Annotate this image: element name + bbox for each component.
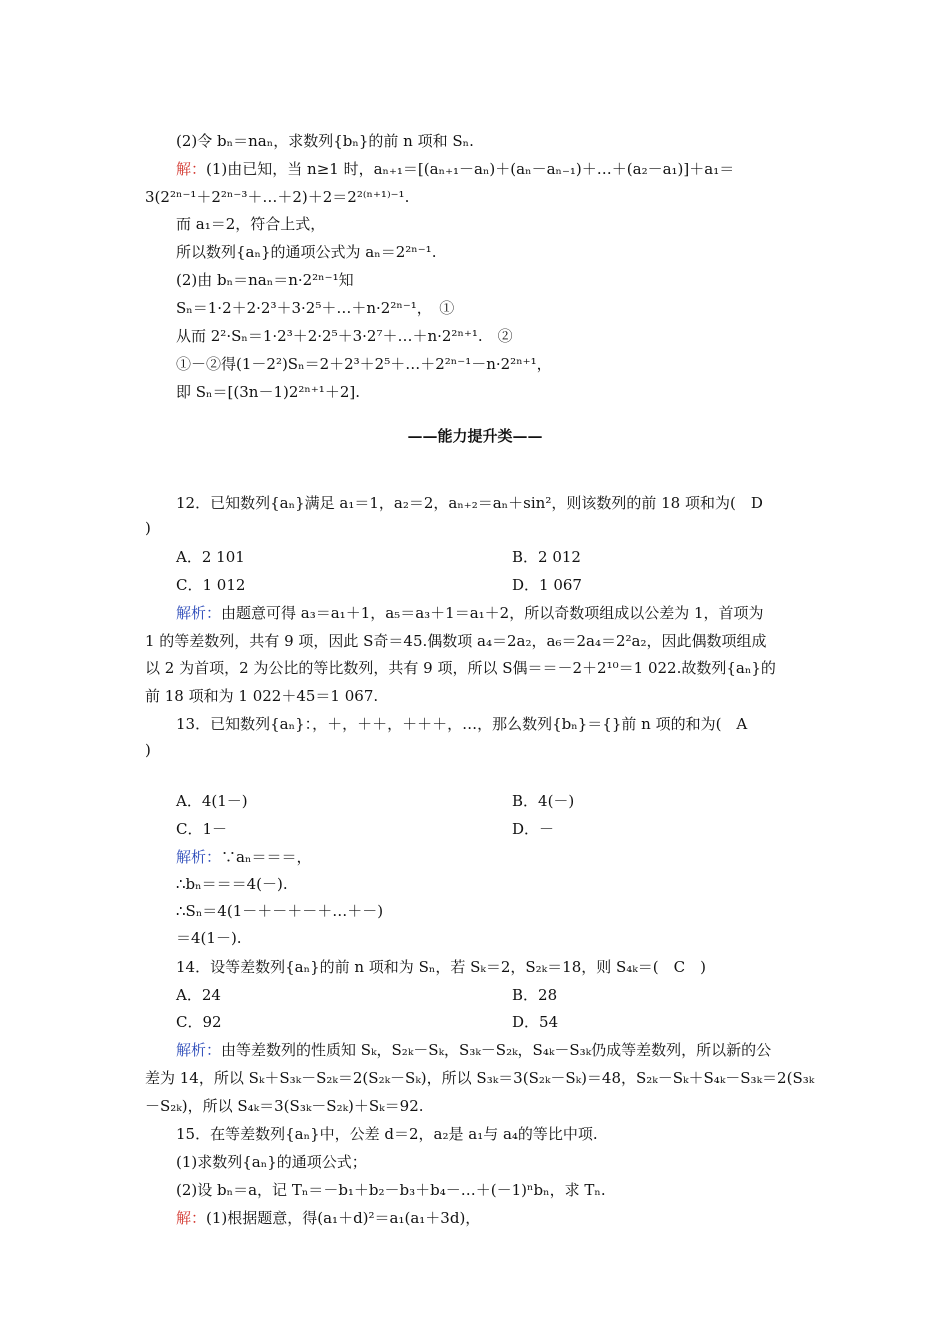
line-text: －S₂ₖ)，所以 S₄ₖ＝3(S₃ₖ－S₂ₖ)＋Sₖ＝92. xyxy=(145,1097,424,1115)
line-text: ∴Sₙ＝4(1－＋－＋－＋…＋－) xyxy=(176,902,384,920)
line-text: ∴bₙ＝＝＝4(－). xyxy=(176,875,288,893)
text-line xyxy=(145,187,409,207)
text-line xyxy=(176,928,242,948)
text-line xyxy=(176,1208,480,1228)
line-text: ) xyxy=(145,741,151,759)
text-line xyxy=(176,131,474,151)
text-line xyxy=(176,1124,598,1144)
option-right: B．4(－) xyxy=(512,792,575,810)
line-text: Sₙ＝1·2＋2·2³＋3·2⁵＋…＋n·2²ⁿ⁻¹， ① xyxy=(176,299,455,317)
text-line xyxy=(176,1180,606,1200)
line-text: ∵aₙ＝＝＝， xyxy=(221,848,312,866)
text-line xyxy=(145,658,776,678)
text-line xyxy=(145,1068,814,1088)
line-text: 而 a₁＝2，符合上式， xyxy=(176,215,326,233)
line-text: C．1－ xyxy=(176,820,228,838)
line-text: (2)设 bₙ＝a，记 Tₙ＝－b₁＋b₂－b₃＋b₄－…＋(－1)ⁿbₙ，求 Tₙ. xyxy=(176,1181,606,1199)
line-text: (2)令 bₙ＝naₙ，求数列{bₙ}的前 n 项和 Sₙ. xyxy=(176,132,474,150)
option-right: B．28 xyxy=(512,986,558,1004)
line-text: 14．设等差数列{aₙ}的前 n 项和为 Sₙ，若 Sₖ＝2，S₂ₖ＝18，则 S₄ₖ＝( C ) xyxy=(176,958,706,976)
line-text: 由题意可得 a₃＝a₁＋1，a₅＝a₃＋1＝a₁＋2，所以奇数项组成以公差为 1，首项为 xyxy=(221,604,764,622)
solution-label: 解析： xyxy=(176,604,222,622)
line-text: (1)求数列{aₙ}的通项公式； xyxy=(176,1153,367,1171)
line-text: 以 2 为首项，2 为公比的等比数列，共有 9 项，所以 S偶＝＝－2＋2¹⁰＝1 022.故数列{aₙ}的 xyxy=(145,659,776,677)
line-text: ①－②得(1－2²)Sₙ＝2＋2³＋2⁵＋…＋2²ⁿ⁻¹－n·2²ⁿ⁺¹， xyxy=(176,355,552,373)
text-line xyxy=(176,901,383,921)
text-line xyxy=(176,354,552,374)
text-line xyxy=(176,603,764,623)
option-right: B．2 012 xyxy=(512,548,581,566)
text-line xyxy=(176,874,288,894)
text-line xyxy=(176,985,221,1005)
solution-label: 解析： xyxy=(176,848,222,866)
text-line xyxy=(176,547,245,567)
line-text: ＝4(1－). xyxy=(176,929,242,947)
text-line xyxy=(176,957,706,977)
text-line xyxy=(176,382,360,402)
line-text: (2)由 bₙ＝naₙ＝n·2²ⁿ⁻¹知 xyxy=(176,271,354,289)
section-title: ——能力提升类—— xyxy=(407,427,543,445)
text-line xyxy=(176,847,311,867)
text-line xyxy=(145,686,378,706)
solution-label: 解析： xyxy=(176,1041,222,1059)
line-text: C．92 xyxy=(176,1013,222,1031)
line-text: ) xyxy=(145,519,151,537)
line-text: 差为 14，所以 Sₖ＋S₃ₖ－S₂ₖ＝2(S₂ₖ－Sₖ)，所以 S₃ₖ＝3(S₂ₖ－Sₖ)＝48，S₂ₖ－Sₖ＋S₄ₖ－S₃ₖ＝2(S₃ₖ xyxy=(145,1069,815,1087)
line-text: 从而 2²·Sₙ＝1·2³＋2·2⁵＋3·2⁷＋…＋n·2²ⁿ⁺¹. ② xyxy=(176,327,513,345)
text-line xyxy=(176,159,734,179)
text-line xyxy=(176,493,763,513)
line-text: 15．在等差数列{aₙ}中，公差 d＝2，a₂是 a₁与 a₄的等比中项. xyxy=(176,1125,598,1143)
option-right: D．54 xyxy=(512,1013,559,1031)
text-line xyxy=(176,270,354,290)
text-line xyxy=(145,518,151,538)
line-text: 由等差数列的性质知 Sₖ，S₂ₖ－Sₖ，S₃ₖ－S₂ₖ，S₄ₖ－S₃ₖ仍成等差数列，所以新的公 xyxy=(221,1041,772,1059)
line-text: A．2 101 xyxy=(176,548,245,566)
line-text: C．1 012 xyxy=(176,576,246,594)
text-line xyxy=(176,819,227,839)
solution-label: 解： xyxy=(176,1209,207,1227)
text-line xyxy=(176,1012,222,1032)
option-right: D．－ xyxy=(512,820,555,838)
text-line xyxy=(176,791,248,811)
text-line xyxy=(145,631,767,651)
solution-label: 解： xyxy=(176,160,207,178)
text-line xyxy=(176,575,245,595)
line-text: 前 18 项和为 1 022＋45＝1 067. xyxy=(145,687,379,705)
text-line xyxy=(176,242,436,262)
text-line xyxy=(176,326,513,346)
line-text: 所以数列{aₙ}的通项公式为 aₙ＝2²ⁿ⁻¹. xyxy=(176,243,437,261)
text-line xyxy=(145,1096,424,1116)
option-right: D．1 067 xyxy=(512,576,582,594)
text-line xyxy=(176,298,454,318)
line-text: 12．已知数列{aₙ}满足 a₁＝1，a₂＝2，aₙ₊₂＝aₙ＋sin²，则该数列的前 18 项和为( D xyxy=(176,494,763,512)
text-line xyxy=(176,214,325,234)
line-text: A．24 xyxy=(176,986,221,1004)
line-text: 即 Sₙ＝[(3n－1)2²ⁿ⁺¹＋2]. xyxy=(176,383,360,401)
line-text: 13．已知数列{aₙ}：，＋，＋＋，＋＋＋，…，那么数列{bₙ}＝{}前 n 项的和为( A xyxy=(176,715,748,733)
line-text: 3(2²ⁿ⁻¹＋2²ⁿ⁻³＋…＋2)＋2＝2²⁽ⁿ⁺¹⁾⁻¹. xyxy=(145,188,410,206)
line-text: (1)根据题意，得(a₁＋d)²＝a₁(a₁＋3d)， xyxy=(206,1209,481,1227)
line-text: 1 的等差数列，共有 9 项，因此 S奇＝45.偶数项 a₄＝2a₂，a₆＝2a₄＝2²a₂，因此偶数项组成 xyxy=(145,632,767,650)
text-line xyxy=(176,714,747,734)
line-text: (1)由已知，当 n≥1 时，aₙ₊₁＝[(aₙ₊₁－aₙ)＋(aₙ－aₙ₋₁)＋…＋(a₂－a₁)]＋a₁＝ xyxy=(206,160,735,178)
line-text: A．4(1－) xyxy=(176,792,248,810)
text-line xyxy=(145,740,151,760)
text-line xyxy=(176,1040,771,1060)
text-line xyxy=(176,1152,367,1172)
